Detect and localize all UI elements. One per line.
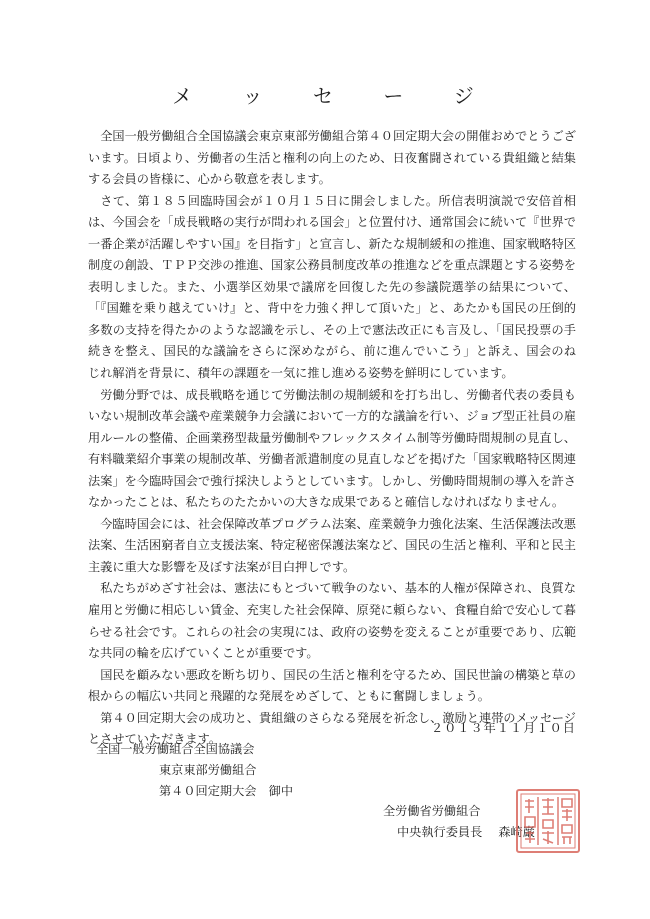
recipient-line-3: 第４０回定期大会 御中 <box>159 784 294 798</box>
sender-organization: 全労働省労働組合 <box>383 804 481 818</box>
official-seal-stamp <box>514 787 582 855</box>
paragraph-1: 全国一般労働組合全国協議会東京東部労働組合第４０回定期大会の開催おめでとうございます。日頃より、労働者の生活と権利の向上のため、日夜奮闘されている貴組織と結集する会員の皆様に、心から敬意を表します。 <box>88 129 576 187</box>
paragraph-2: さて、第１８５回臨時国会が１０月１５日に開会しました。所信表明演説で安倍首相は、今国会を「成長戦略の実行が問われる国会」と位置付け、通常国会に続いて『世界で一番企業が活躍しやすい国』を目指す」と宣言し、新たな規制緩和の推進、国家戦略特区制度の創設、ＴＰＰ交渉の推進、国家公務員制度改革の推進などを重点課題とする姿勢を表明しました。また、小選挙区効果で議席を回復した先の参議院選挙の結果について、「『国難を乗り越えていけ』と、背中を力強く押して頂いた」と、あたかも国民の圧倒的多数の支持を得たかのような認識を示し、その上で憲法改正にも言及し、「国民投票の手続きを整え、国民的な議論をさらに深めながら、前に進んでいこう」と訴え、国会のねじれ解消を背景に、積年の課題を一気に推し進める姿勢を鮮明にしています。 <box>88 193 576 381</box>
recipient-line-2: 東京東部労働組合 <box>159 763 257 777</box>
sender-title: 中央執行委員長 <box>397 825 483 839</box>
sender-name: 森崎巌 <box>498 825 535 839</box>
document-title: メ ッ セ ー ジ <box>172 84 496 108</box>
recipient-line-1: 全国一般労働組合全国協議会 <box>96 742 255 756</box>
paragraph-3: 労働分野では、成長戦略を通じて労働法制の規制緩和を打ち出し、労働者代表の委員もいない規制改革会議や産業競争力会議において一方的な議論を行い、ジョブ型正社員の雇用ルールの整備、企画業務型裁量労働制やフレックスタイム制等労働時間規制の見直し、有料職業紹介事業の規制改革、労働者派遣制度の見直しなどを掲げた「国家戦略特区関連法案」を今臨時国会で強行採決しようとしています。しかし、労働時間規制の導入を許さなかったことは、私たちのたたかいの大きな成果であると確信しなければなりません。 <box>88 387 576 510</box>
paragraph-7: 第４０回定期大会の成功と、貴組織のさらなる発展を祈念し、激励と連帯のメッセージとさせていただきます。 <box>88 710 576 747</box>
paragraph-5: 私たちがめざす社会は、憲法にもとづいて戦争のない、基本的人権が保障され、良質な雇用と労働に相応しい賃金、充実した社会保障、原発に頼らない、食糧自給で安心して暮らせる社会です。これらの社会の実現には、政府の姿勢を変えることが重要であり、広範な共同の輪を広げていくことが重要です。 <box>88 581 576 661</box>
paragraph-4: 今臨時国会には、社会保障改革プログラム法案、産業競争力強化法案、生活保護法改悪法案、生活困窮者自立支援法案、特定秘密保護法案など、国民の生活と権利、平和と民主主義に重大な影響を及ぼす法案が目白押しです。 <box>88 516 576 574</box>
paragraph-6: 国民を顧みない悪政を断ち切り、国民の生活と権利を守るため、国民世論の構築と草の根からの幅広い共同と飛躍的な発展をめざして、ともに奮闘しましょう。 <box>88 667 576 704</box>
message-body <box>88 126 576 751</box>
message-date: ２０１３年１１月１０日 <box>430 721 576 735</box>
